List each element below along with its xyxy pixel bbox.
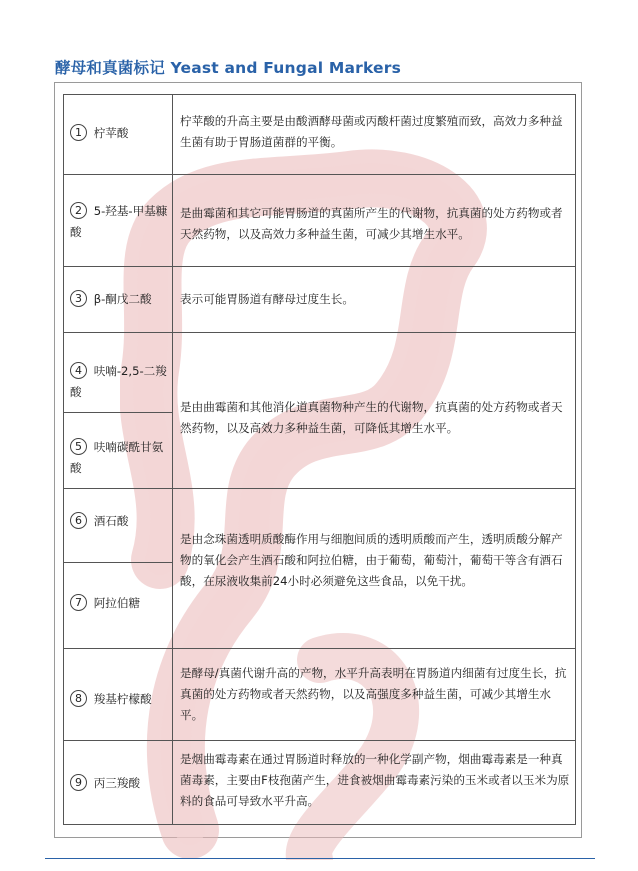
marker-description-cell bbox=[173, 741, 576, 825]
marker-name: 酒石酸 bbox=[93, 514, 129, 528]
marker-description: 是酵母/真菌代谢升高的产物，水平升高表明在胃肠道内细菌有过度生长，抗真菌的处方药物或者天然药物，以及高强度多种益生菌，可减少其增生水平。 bbox=[180, 666, 567, 722]
number-badge: 6 bbox=[70, 512, 87, 529]
marker-name-cell bbox=[64, 175, 173, 267]
marker-name: 丙三羧酸 bbox=[93, 776, 141, 790]
marker-description-cell bbox=[173, 649, 576, 741]
marker-name-cell bbox=[64, 649, 173, 741]
marker-name: 5-羟基-甲基糠酸 bbox=[70, 204, 168, 239]
marker-description: 是由曲霉菌和其他消化道真菌物种产生的代谢物，抗真菌的处方药物或者天然药物，以及高效力多种益生菌，可降低其增生水平。 bbox=[180, 400, 563, 435]
marker-description: 柠苹酸的升高主要是由酸酒酵母菌或丙酸杆菌过度繁殖而致，高效力多种益生菌有助于胃肠道菌群的平衡。 bbox=[180, 114, 563, 149]
table-row bbox=[64, 267, 576, 333]
marker-name: 呋喃-2,5-二羧酸 bbox=[70, 364, 167, 399]
number-badge: 1 bbox=[70, 124, 87, 141]
number-badge: 3 bbox=[70, 290, 87, 307]
marker-name: 呋喃碳酰甘氨酸 bbox=[70, 440, 164, 475]
number-badge: 2 bbox=[70, 202, 87, 219]
marker-name: 羧基柠檬酸 bbox=[93, 692, 152, 706]
marker-description-cell bbox=[173, 95, 576, 175]
number-badge: 7 bbox=[70, 594, 87, 611]
marker-name-cell bbox=[64, 267, 173, 333]
table-row bbox=[64, 95, 576, 175]
marker-name: β-酮戊二酸 bbox=[93, 292, 152, 306]
marker-name-cell bbox=[64, 563, 173, 649]
number-badge: 4 bbox=[70, 362, 87, 379]
marker-name: 柠苹酸 bbox=[93, 126, 129, 140]
footer-divider bbox=[45, 858, 595, 859]
marker-description-cell bbox=[173, 333, 576, 489]
number-badge: 5 bbox=[70, 438, 87, 455]
marker-description: 是烟曲霉毒素在通过胃肠道时释放的一种化学副产物，烟曲霉毒素是一种真菌毒素，主要由F枝孢菌产生，进食被烟曲霉毒素污染的玉米或者以玉米为原料的食品可导致水平升高。 bbox=[180, 752, 570, 808]
marker-description-cell bbox=[173, 175, 576, 267]
number-badge: 8 bbox=[70, 690, 87, 707]
number-badge: 9 bbox=[70, 774, 87, 791]
table-row bbox=[64, 489, 576, 563]
marker-description: 是曲霉菌和其它可能胃肠道的真菌所产生的代谢物，抗真菌的处方药物或者天然药物，以及高效力多种益生菌，可减少其增生水平。 bbox=[180, 206, 563, 241]
marker-description: 是由念珠菌透明质酸酶作用与细胞间质的透明质酸而产生，透明质酸分解产物的氧化会产生酒石酸和阿拉伯糖，由于葡萄，葡萄汁，葡萄干等含有酒石酸，在尿液收集前24小时必须避免这些食品，以免干扰。 bbox=[180, 532, 563, 588]
table-row bbox=[64, 333, 576, 413]
table-row bbox=[64, 175, 576, 267]
table-row bbox=[64, 741, 576, 825]
marker-name-cell bbox=[64, 489, 173, 563]
marker-name-cell bbox=[64, 95, 173, 175]
table-row bbox=[64, 649, 576, 741]
section-title: 酵母和真菌标记 Yeast and Fungal Markers bbox=[55, 59, 402, 77]
marker-name-cell bbox=[64, 413, 173, 489]
marker-description: 表示可能胃肠道有酵母过度生长。 bbox=[180, 292, 354, 306]
marker-description-cell bbox=[173, 489, 576, 649]
marker-name: 阿拉伯糖 bbox=[93, 596, 141, 610]
marker-description-cell bbox=[173, 267, 576, 333]
marker-name-cell bbox=[64, 741, 173, 825]
marker-name-cell bbox=[64, 333, 173, 413]
markers-table bbox=[63, 94, 576, 825]
